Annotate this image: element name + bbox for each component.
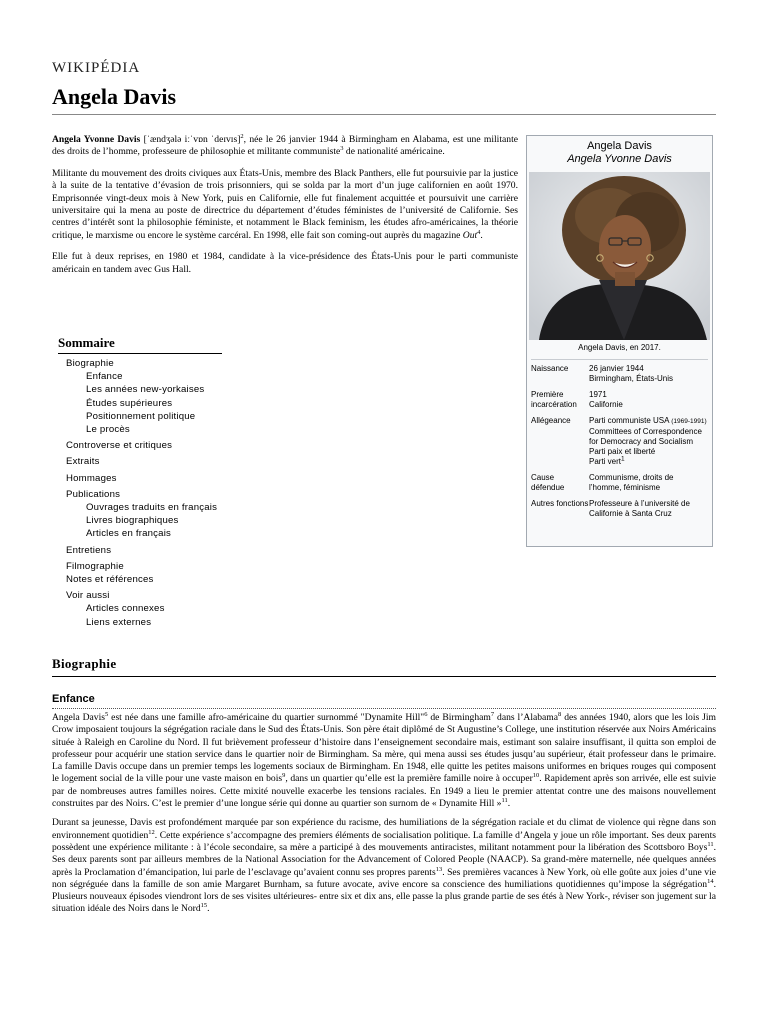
infobox-row-naissance bbox=[527, 364, 712, 384]
lead-paragraph-2: Militante du mouvement des droits civiques aux États-Unis, membre des Black Panthers, elle fut poursuivie par la justice à la suite de la tentative d’évasion de trois prisonniers, qui se solda par la mort d’un juge californien en août 1970. Emprisonnée vingt-deux mois à New York, puis en Californie, elle fut finalement acquittée et poursuivit une carrière universitaire qui la mena au poste de directrice du département d’études féministes de l’université de Californie. Ses centres d’intérêt sont la philosophie féministe, et notamment le Black feminism, les études afro-américaines, la théorie critique, le marxisme ou encore le système carcéral. En 1998, elle fait son coming-out auprès du magazine Out$^4$. bbox=[52, 167, 518, 241]
toc-title: Sommaire bbox=[58, 335, 222, 354]
ref-link[interactable]: 7 bbox=[490, 710, 495, 718]
infobox-row-allegeance bbox=[527, 416, 712, 467]
ref-link[interactable]: 1 bbox=[621, 455, 625, 463]
ref-link[interactable]: 6 bbox=[424, 710, 428, 718]
ref-link[interactable]: 2 bbox=[240, 132, 244, 140]
infobox-value: 26 janvier 1944 Birmingham, États-Unis bbox=[589, 364, 674, 383]
infobox-value: 1971 Californie bbox=[589, 390, 623, 409]
infobox bbox=[526, 135, 713, 547]
section-heading-biographie: Biographie bbox=[52, 656, 716, 677]
toc-item[interactable]: Voir aussi bbox=[66, 590, 110, 602]
infobox-label: Autres fonctions bbox=[531, 499, 589, 508]
lead-paragraph-3: Elle fut à deux reprises, en 1980 et 1984, candidate à la vice-présidence des États-Unis pour le parti communiste américain en tandem avec Gus Hall. bbox=[52, 251, 518, 275]
infobox-name: Angela Davis bbox=[587, 140, 652, 152]
table-of-contents bbox=[58, 335, 358, 629]
infobox-row-incarceration bbox=[527, 390, 712, 410]
infobox-value: Communisme, droits de l’homme, féminisme bbox=[589, 473, 674, 492]
enfance-paragraph-1: Angela Davis$^5$ est née dans une famille afro-américaine du quartier surnommé "Dynamite Hill"$^6$ de Birmingham$^7$ dans l’Alabama$^8$ des années 1940, alors que les lois Jim Crow imposaient toujours la ségrégation raciale dans le Sud des États-Unis. Son père était diplômé de St Augustine’s College, une institution réservée aux Noirs Américains située à Raleigh en Caroline du Nord. Il fut brièvement professeur d’histoire dans l’enseignement secondaire mais, estimant son salaire insuffisant, il quitta son emploi de professeur pour acquérir une station service dans le quartier noir de Birmingham. Sa mère, qui mena aussi ses études jusqu’au supérieur, était professeur dans le primaire. La famille Davis occupe dans un premier temps les logements sociaux de Birmingham. En 1948, elle quitte les petites maisons uniformes en briques rouges qui composent le logement social de la ville pour une vaste maison en bois$^9$, dans un quartier qu’elle est la première famille noire à occuper$^{10}$. Rapidement après son arrivée, elle est suivie par de nombreuses autres familles noires. Cette mixité nouvelle exacerbe les tensions raciales. En 1949 a lieu le premier attentat contre une des maisons nouvellement construites par des Noirs. C’est le premier d’une longue série qui donne au quartier son surnom de « Dynamite Hill »$^{11}$. bbox=[52, 710, 717, 810]
ref-link[interactable]: 14 bbox=[707, 877, 714, 885]
toc-item[interactable]: Extraits bbox=[66, 456, 100, 468]
ref-link[interactable]: 5 bbox=[105, 710, 109, 718]
toc-item[interactable]: Positionnement politique bbox=[86, 410, 196, 422]
toc-item[interactable]: Études supérieures bbox=[86, 397, 173, 409]
subject-name: Angela Yvonne Davis bbox=[52, 134, 141, 145]
infobox-label: Cause défendue bbox=[531, 473, 565, 492]
toc-item[interactable]: Enfance bbox=[86, 371, 123, 383]
toc-item[interactable]: Controverse et critiques bbox=[66, 440, 173, 452]
lead-section bbox=[52, 134, 518, 285]
page-title: Angela Davis bbox=[52, 84, 716, 115]
ref-link[interactable]: 15 bbox=[200, 902, 208, 910]
ref-link[interactable]: 12 bbox=[148, 828, 155, 836]
subsection-heading-enfance: Enfance bbox=[52, 693, 716, 709]
ref-link[interactable]: 8 bbox=[558, 710, 562, 718]
infobox-divider bbox=[531, 359, 708, 360]
ref-link[interactable]: 10 bbox=[532, 772, 540, 780]
ref-link[interactable]: 4 bbox=[477, 228, 481, 236]
toc-item[interactable]: Entretiens bbox=[66, 544, 112, 556]
infobox-value: Parti communiste USA (1969-1991) Committees of Correspondence for Democracy and Socialism Parti paix et liberté Parti vert$^1$ bbox=[589, 416, 707, 466]
infobox-label: Naissance bbox=[531, 364, 569, 373]
toc-item[interactable]: Liens externes bbox=[86, 616, 152, 628]
infobox-label: Allégeance bbox=[531, 416, 571, 425]
toc-item[interactable]: Publications bbox=[66, 488, 121, 500]
toc-item[interactable]: Hommages bbox=[66, 472, 117, 484]
enfance-section bbox=[52, 712, 716, 923]
infobox-header bbox=[527, 140, 712, 166]
toc-item[interactable]: Ouvrages traduits en français bbox=[86, 502, 218, 514]
ref-link[interactable]: 11 bbox=[707, 840, 714, 848]
toc-item[interactable]: Biographie bbox=[66, 358, 114, 369]
infobox-row-cause bbox=[527, 473, 712, 493]
ref-link[interactable]: 11 bbox=[501, 796, 508, 804]
toc-item[interactable]: Filmographie bbox=[66, 560, 124, 572]
ipa-pronunciation[interactable]: [ˈændʒələ iːˈvɒn ˈdeɪvɪs] bbox=[140, 134, 241, 145]
ref-link[interactable]: 13 bbox=[435, 865, 443, 873]
lead-paragraph-1: Angela Yvonne Davis [ˈændʒələ iːˈvɒn ˈdeɪvɪs]$^2$, née le 26 janvier 1944 à Birmingham en Alabama, est une militante des droits de l’homme, professeure de philosophie et militante communiste$^3$ de nationalité américaine. bbox=[52, 132, 518, 158]
infobox-full-name: Angela Yvonne Davis bbox=[567, 153, 672, 165]
ref-link[interactable]: 9 bbox=[282, 772, 286, 780]
infobox-value: Professeure à l’université de Californie à Santa Cruz bbox=[589, 499, 690, 518]
toc-item[interactable]: Articles en français bbox=[86, 528, 172, 540]
toc-item[interactable]: Les années new-yorkaises bbox=[86, 384, 205, 396]
wikipedia-wordmark[interactable]: WIKIPÉDIA bbox=[52, 60, 141, 76]
photo-caption: Angela Davis, en 2017. bbox=[578, 343, 661, 352]
toc-item[interactable]: Livres biographiques bbox=[86, 515, 179, 527]
toc-item[interactable]: Articles connexes bbox=[86, 603, 165, 615]
enfance-paragraph-2: Durant sa jeunesse, Davis est profondément marquée par son expérience du racisme, des humiliations de la ségrégation raciale et du climat de violence qui règne dans son environnement quotidien$^{12}$. Cette expérience s’accompagne des premiers éléments de socialisation politique. La famille d’Angela y joue un rôle important. Ses deux parents possèdent une expérience militante : à l’école secondaire, sa mère a participé à des mouvements antiracistes, militant notamment pour la libération des Scottsboro Boys$^{11}$. Ses deux parents sont par ailleurs membres de la National Association for the Advancement of Colored People (NAACP). Sa grand-mère maternelle, née quelques années après la Proclamation d’émancipation, lui parle de l’esclavage qu’avaient connu ses propres parents$^{13}$. Ses premières vacances à New York, où elle goûte aux joies d’une vie non ségréguée dans la famille de son amie Margaret Burnham, sa future avocate, avive encore sa conscience des humiliations quotidiennes qu’impose la ségrégation$^{14}$. Plusieurs nouveaux épisodes viendront lors de ses visites ultérieures- entre six et dix ans, elle passe la plus grande partie de ses étés à New York-, réviser son jugement sur la situation idéale des Noirs dans le Nord$^{15}$. bbox=[52, 817, 717, 915]
toc-item[interactable]: Le procès bbox=[86, 424, 130, 436]
magazine-link[interactable]: Out bbox=[462, 229, 478, 241]
toc-item[interactable]: Notes et références bbox=[66, 574, 154, 586]
infobox-row-fonctions bbox=[527, 499, 712, 519]
portrait-photo[interactable] bbox=[529, 172, 710, 340]
ref-link[interactable]: 3 bbox=[340, 145, 344, 153]
infobox-label: Première incarcération bbox=[531, 390, 577, 409]
